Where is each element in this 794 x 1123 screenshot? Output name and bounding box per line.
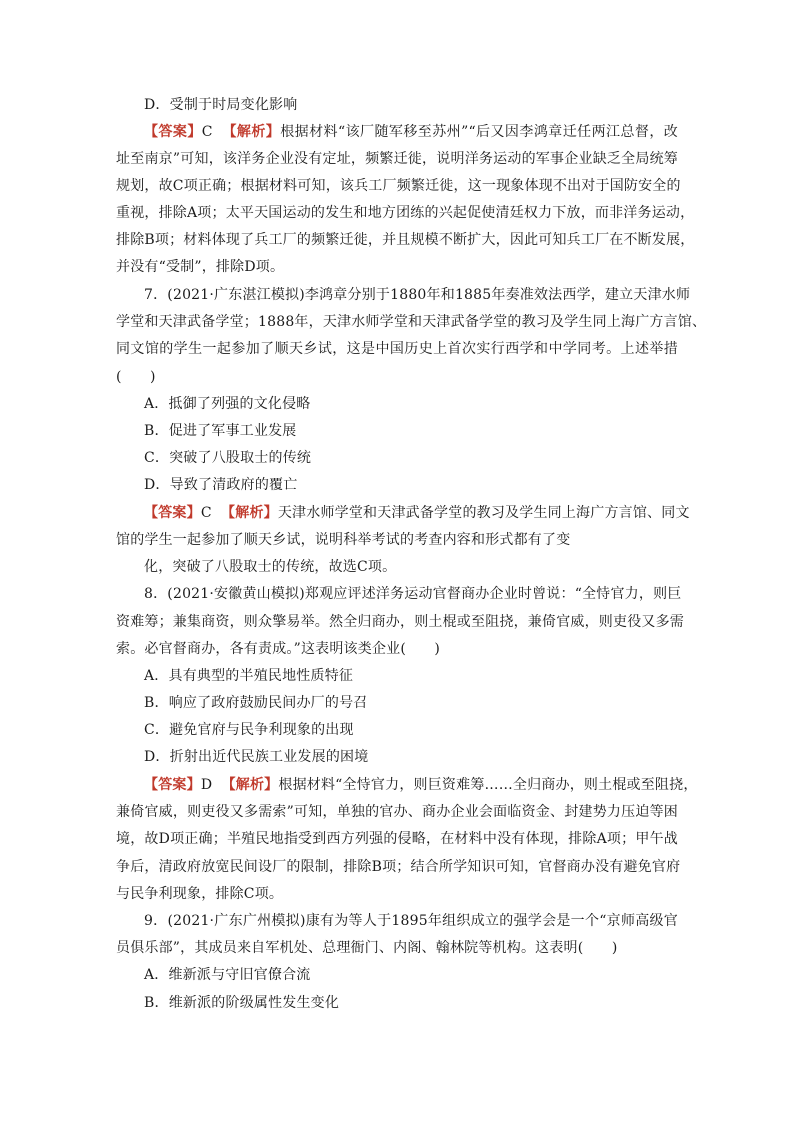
q7-option-d: D．导致了清政府的覆亡: [144, 477, 298, 493]
answer-tag: 【答案】: [144, 124, 202, 140]
answer-value: C: [201, 124, 213, 140]
q8-analysis-line-2: 兼倚官威，则吏役又多需索”可知，单独的官办、商办企业会面临资金、封建势力压迫等困: [116, 804, 678, 820]
q7-option-a: A．抵御了列强的文化侵略: [144, 396, 311, 412]
q6-answer-line-1: [144, 121, 678, 143]
q7-option-b: B．促进了军事工业发展: [144, 423, 297, 439]
q6-analysis-line-6: 并没有“受制”，排除D项。: [116, 259, 285, 275]
q6-analysis-line-4: 重视，排除A项；太平天国运动的发生和地方团练的兴起促使清廷权力下放，而非洋务运动，: [116, 205, 695, 221]
q8-analysis-line-3: 境，故D项正确；半殖民地指受到西方列强的侵略，在材料中没有体现，排除A项；甲午战: [116, 831, 678, 847]
answer-tag: 【答案】: [144, 505, 201, 521]
q8-analysis-line-5: 与民争利现象，排除C项。: [116, 886, 284, 902]
analysis-tag: 【解析】: [221, 505, 278, 521]
q9-option-a: A．维新派与守旧官僚合流: [144, 967, 311, 983]
q8-stem-line-3: 索。必官督商办，各有责成。”这表明该类企业( ): [116, 641, 441, 657]
q8-analysis-line-4: 争后，清政府放宽民间设厂的限制，排除B项；结合所学知识可知，官督商办没有避免官府: [116, 859, 681, 875]
q7-stem-line-2: 学堂和天津武备学堂；1888年，天津水师学堂和天津武备学堂的教习及学生同上海广方言馆、: [116, 314, 707, 330]
answer-tag: 【答案】: [144, 777, 201, 793]
analysis-tag: 【解析】: [222, 124, 281, 140]
q6-option-d: D．受制于时局变化影响: [144, 97, 298, 113]
q7-stem-line-4: ( ): [116, 369, 156, 385]
analysis-text: 根据材料“该厂随军移至苏州”“后又因李鸿章迁任两江总督，改: [280, 124, 678, 140]
q9-option-b: B．维新派的阶级属性发生变化: [144, 995, 340, 1011]
q8-answer-line-1: [144, 774, 698, 796]
q9-stem-line-1: 9．(2021·广东广州模拟)康有为等人于1895年组织成立的强学会是一个“京师高级官: [144, 913, 678, 929]
q7-analysis-line-3: 化，突破了八股取士的传统，故选C项。: [144, 559, 397, 575]
q7-option-c: C．突破了八股取士的传统: [144, 450, 312, 466]
q8-option-c: C．避免官府与民争利现象的出现: [144, 722, 354, 738]
q6-analysis-line-2: 址至南京”可知，该洋务企业没有定址，频繁迁徙，说明洋务运动的军事企业缺乏全局统筹: [116, 151, 678, 167]
q7-stem-line-1: 7．(2021·广东湛江模拟)李鸿章分别于1880年和1885年奏准效法西学，建立天津水师: [144, 287, 691, 303]
analysis-text: 天津水师学堂和天津武备学堂的教习及学生同上海广方言馆、同文: [277, 505, 690, 521]
analysis-tag: 【解析】: [221, 777, 279, 793]
q8-stem-line-1: 8．(2021·安徽黄山模拟)郑观应评述洋务运动官督商办企业时曾说：“全恃官力，则巨: [144, 586, 682, 602]
q6-analysis-line-3: 规划，故C项正确；根据材料可知，该兵工厂频繁迁徙，这一现象体现不出对于国防安全的: [116, 178, 681, 194]
answer-value: D: [200, 777, 213, 793]
analysis-text: 根据材料“全恃官力，则巨资难筹……全归商办，则土棍或至阻挠，: [278, 777, 698, 793]
q8-option-d: D．折射出近代民族工业发展的困境: [144, 749, 369, 765]
q8-option-a: A．具有典型的半殖民地性质特征: [144, 668, 354, 684]
q7-stem-line-3: 同文馆的学生一起参加了顺天乡试，这是中国历史上首次实行西学和中学同考。上述举措: [116, 341, 678, 357]
q9-stem-line-2: 员俱乐部”，其成员来自军机处、总理衙门、内阁、翰林院等机构。这表明( ): [116, 940, 618, 956]
q8-option-b: B．响应了政府鼓励民间办厂的号召: [144, 695, 368, 711]
q7-analysis-line-2: 馆的学生一起参加了顺天乡试，说明科举考试的考查内容和形式都有了变: [116, 532, 571, 548]
answer-value: C: [200, 505, 212, 521]
q7-answer-line-1: [144, 502, 690, 524]
q8-stem-line-2: 资难筹；兼集商资，则众擎易举。然全归商办，则土棍或至阻挠，兼倚官威，则吏役又多需: [116, 614, 684, 630]
q6-analysis-line-5: 排除B项；材料体现了兵工厂的频繁迁徙，并且规模不断扩大，因此可知兵工厂在不断发展，: [116, 232, 695, 248]
